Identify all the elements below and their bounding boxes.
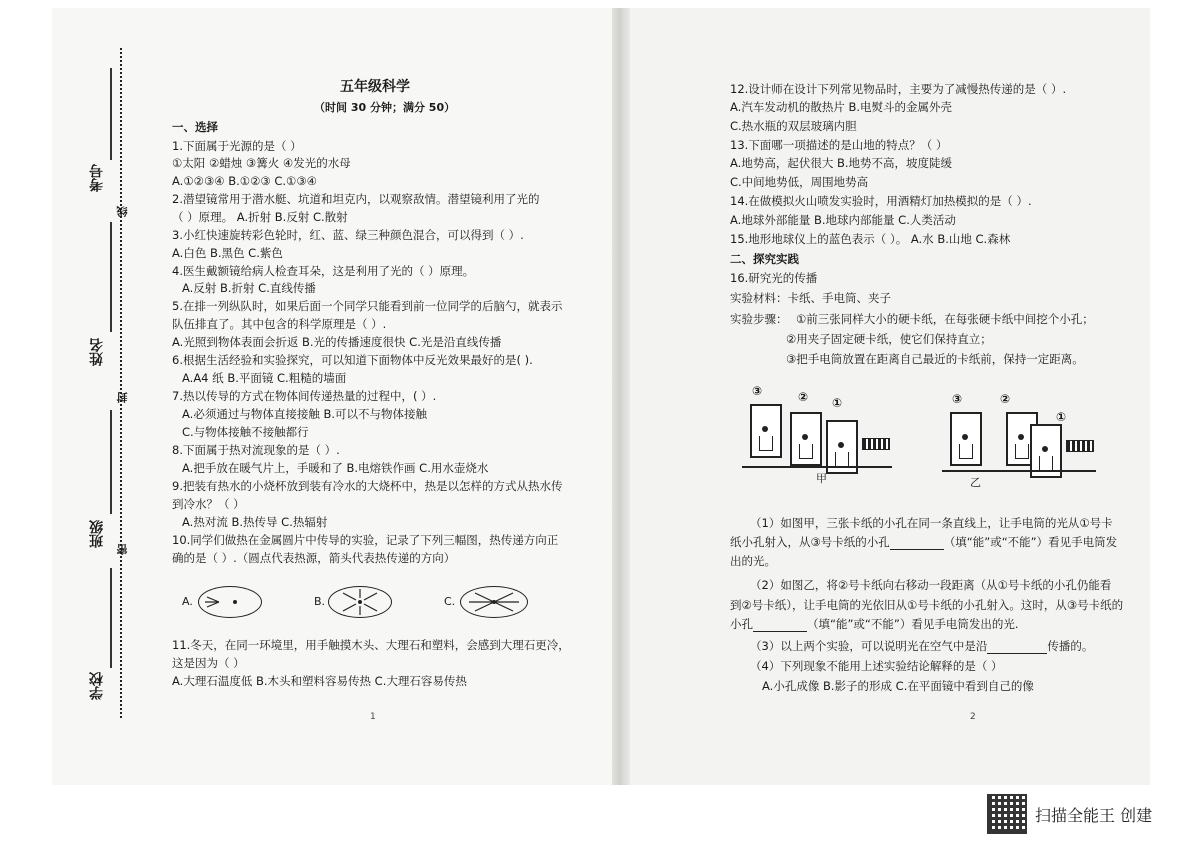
- question-line: C.热水瓶的双层玻璃内胆: [730, 119, 857, 133]
- cardboard: [790, 412, 822, 466]
- book-gutter: [612, 8, 630, 785]
- question-line: A.大理石温度低 B.木头和塑料容易传热 C.大理石容易传热: [172, 674, 467, 688]
- question-line: （1）如图甲，三张卡纸的小孔在同一条直线上，让手电筒的光从①号卡: [750, 516, 1113, 530]
- question-line: A.反射 B.折射 C.直线传播: [182, 281, 316, 295]
- scanned-exam-sheet: [52, 8, 1150, 785]
- question-line: 14.在做模拟火山喷发实验时，用酒精灯加热模拟的是（ ）.: [730, 194, 1032, 208]
- figure-option-label: C.: [444, 595, 456, 608]
- answer-blank[interactable]: [987, 641, 1047, 654]
- card-number: ③: [752, 384, 763, 398]
- question-line: 实验材料：卡纸、手电筒、夹子: [730, 291, 891, 305]
- question-line: 15.地形地球仪上的蓝色表示（ ）。 A.水 B.山地 C.森林: [730, 232, 1011, 246]
- question-line: 2.潜望镜常用于潜水艇、坑道和坦克内，以观察敌情。潜望镜利用了光的: [172, 192, 540, 206]
- question-line: 13.下面哪一项描述的是山地的特点？（ ）: [730, 138, 948, 152]
- figure-option-label: A.: [182, 595, 193, 608]
- card-number: ②: [798, 390, 809, 404]
- question-line: C.中间地势低，周围地势高: [730, 175, 869, 189]
- question-line: C.与物体接触不接触都行: [182, 425, 309, 439]
- flashlight-icon: [862, 438, 890, 450]
- figure-name: 乙: [970, 476, 981, 489]
- question-line: A.①②③④ B.①②③ C.①③④: [172, 174, 317, 188]
- question-line: （ ）原理。 A.折射 B.反射 C.散射: [172, 210, 348, 224]
- question-line: 12.设计师在设计下列常见物品时，主要为了减慢热传递的是（ ）.: [730, 82, 1067, 96]
- question-line: 10.同学们做热在金属圆片中传导的实验，记录了下列三幅图，热传递方向正: [172, 533, 559, 547]
- left-page: [52, 8, 612, 785]
- flashlight-icon: [1066, 440, 1094, 452]
- question-line: 纸小孔射入，从③号卡纸的小孔 （填“能”或“不能”）看见手电筒发: [730, 535, 1118, 549]
- margin-label-mi: 密: [116, 544, 129, 555]
- margin-line: [110, 222, 112, 332]
- question-line: （3）以上两个实验，可以说明光在空气中是沿 传播的。: [750, 639, 1094, 653]
- cardboard: [750, 404, 782, 458]
- question-line: A.光照到物体表面会折返 B.光的传播速度很快 C.光是沿直线传播: [172, 335, 502, 349]
- arrow-icon: [461, 587, 527, 617]
- question-line: 到②号卡纸），让手电筒的光依旧从①号卡纸的小孔射入。这时，从③号卡纸的: [730, 598, 1124, 612]
- page-number: 2: [970, 712, 976, 722]
- question-line: 6.根据生活经验和实验探究，可以知道下面物体中反光效果最好的是( ).: [172, 353, 533, 367]
- question-line: A.必须通过与物体直接接触 B.可以不与物体接触: [182, 407, 428, 421]
- right-page: [630, 8, 1150, 785]
- figure-option-label: B.: [314, 595, 326, 608]
- binding-dotted-line: [120, 48, 124, 718]
- question-line: （4）下列现象不能用上述实验结论解释的是（ ）: [750, 659, 1003, 673]
- question-line: 9.把装有热水的小烧杯放到装有冷水的大烧杯中，热是以怎样的方式从热水传: [172, 479, 563, 493]
- cardboard: [950, 412, 982, 466]
- experiment-step: ①前三张同样大小的硬卡纸，在每张硬卡纸中间挖个小孔；: [796, 312, 1094, 326]
- question-line: 1.下面属于光源的是（ ）: [172, 139, 302, 153]
- figure-name: 甲: [816, 472, 827, 485]
- margin-label-xingming: 姓名: [89, 338, 105, 366]
- margin-label-feng: 封: [116, 392, 129, 403]
- answer-blank[interactable]: [753, 619, 807, 632]
- qr-code-icon: [989, 796, 1025, 832]
- question-line: A.把手放在暖气片上，手暖和了 B.电熔铁作画 C.用水壶烧水: [182, 461, 489, 475]
- scanner-watermark: 扫描全能王 创建: [1035, 806, 1153, 825]
- question-line: 3.小红快速旋转彩色轮时，红、蓝、绿三种颜色混合，可以得到（ ）.: [172, 228, 524, 242]
- question-line: A.白色 B.黑色 C.紫色: [172, 246, 283, 260]
- card-number: ③: [952, 392, 963, 406]
- margin-line: [110, 410, 112, 514]
- question-line: 队伍排直了。其中包含的科学原理是（ ）.: [172, 317, 387, 331]
- question-line: 实验步骤：: [730, 312, 788, 326]
- card-number: ②: [1000, 392, 1011, 406]
- question-line: A.A4 纸 B.平面镜 C.粗糙的墙面: [182, 371, 347, 385]
- question-line: 小孔 （填“能”或“不能”）看见手电筒发出的光.: [730, 617, 1019, 631]
- question-line: ①太阳 ②蜡烛 ③篝火 ④发光的水母: [172, 156, 351, 170]
- question-line: A.地球外部能量 B.地球内部能量 C.人类活动: [730, 213, 956, 227]
- question-line: 出的光。: [730, 554, 776, 568]
- question-line: （2）如图乙，将②号卡纸向右移动一段距离（从①号卡纸的小孔仍能看: [750, 578, 1112, 592]
- margin-label-banji: 班级: [89, 520, 105, 548]
- question-line: A.小孔成像 B.影子的形成 C.在平面镜中看到自己的像: [762, 679, 1034, 693]
- base-board: [742, 466, 892, 468]
- experiment-step: ③把手电筒放置在距离自己最近的卡纸前，保持一定距离。: [786, 352, 1084, 366]
- question-line: 到冷水？（ ）: [172, 497, 245, 511]
- question-line: A.热对流 B.热传导 C.热辐射: [182, 515, 328, 529]
- section-heading-practice: 二、探究实践: [730, 252, 799, 266]
- metal-disc-figure-a: [198, 586, 262, 618]
- margin-line: [110, 68, 112, 160]
- question-line: 7.热以传导的方式在物体间传递热量的过程中，( ）.: [172, 389, 437, 403]
- question-line: 确的是（ ）.（圆点代表热源，箭头代表热传递的方向）: [172, 551, 456, 565]
- arrow-icon: [329, 587, 391, 617]
- question-line: A.地势高，起伏很大 B.地势不高，坡度陡缓: [730, 156, 953, 170]
- arrow-icon: [199, 587, 261, 617]
- answer-blank[interactable]: [890, 537, 944, 550]
- page-number: 1: [370, 712, 376, 722]
- question-line: 8.下面属于热对流现象的是（ ）.: [172, 443, 340, 457]
- question-line: 16.研究光的传播: [730, 271, 818, 285]
- experiment-step: ②用夹子固定硬卡纸，使它们保持直立；: [786, 332, 992, 346]
- metal-disc-figure-c: [460, 586, 528, 618]
- exam-subtitle: （时间 30 分钟；满分 50）: [314, 101, 456, 114]
- margin-line: [110, 568, 112, 668]
- question-line: 5.在排一列纵队时，如果后面一个同学只能看到前一位同学的后脑勺，就表示: [172, 299, 563, 313]
- question-line: 4.医生戴额镜给病人检查耳朵，这是利用了光的（ ）原理。: [172, 264, 475, 278]
- question-line: A.汽车发动机的散热片 B.电熨斗的金属外壳: [730, 100, 953, 114]
- section-heading-choice: 一、选择: [172, 120, 218, 134]
- question-line: 11.冬天，在同一环境里，用手触摸木头、大理石和塑料，会感到大理石更冷，: [172, 638, 570, 652]
- margin-label-kaohao: 考号: [89, 164, 105, 192]
- margin-label-xuexiao: 学校: [89, 672, 105, 700]
- question-line: 这是因为（ ）: [172, 656, 245, 670]
- base-board: [942, 470, 1096, 472]
- exam-title: 五年级科学: [340, 79, 410, 95]
- card-number: ①: [832, 396, 843, 410]
- card-number: ①: [1056, 410, 1067, 424]
- metal-disc-figure-b: [328, 586, 392, 618]
- margin-label-xian: 线: [116, 206, 129, 217]
